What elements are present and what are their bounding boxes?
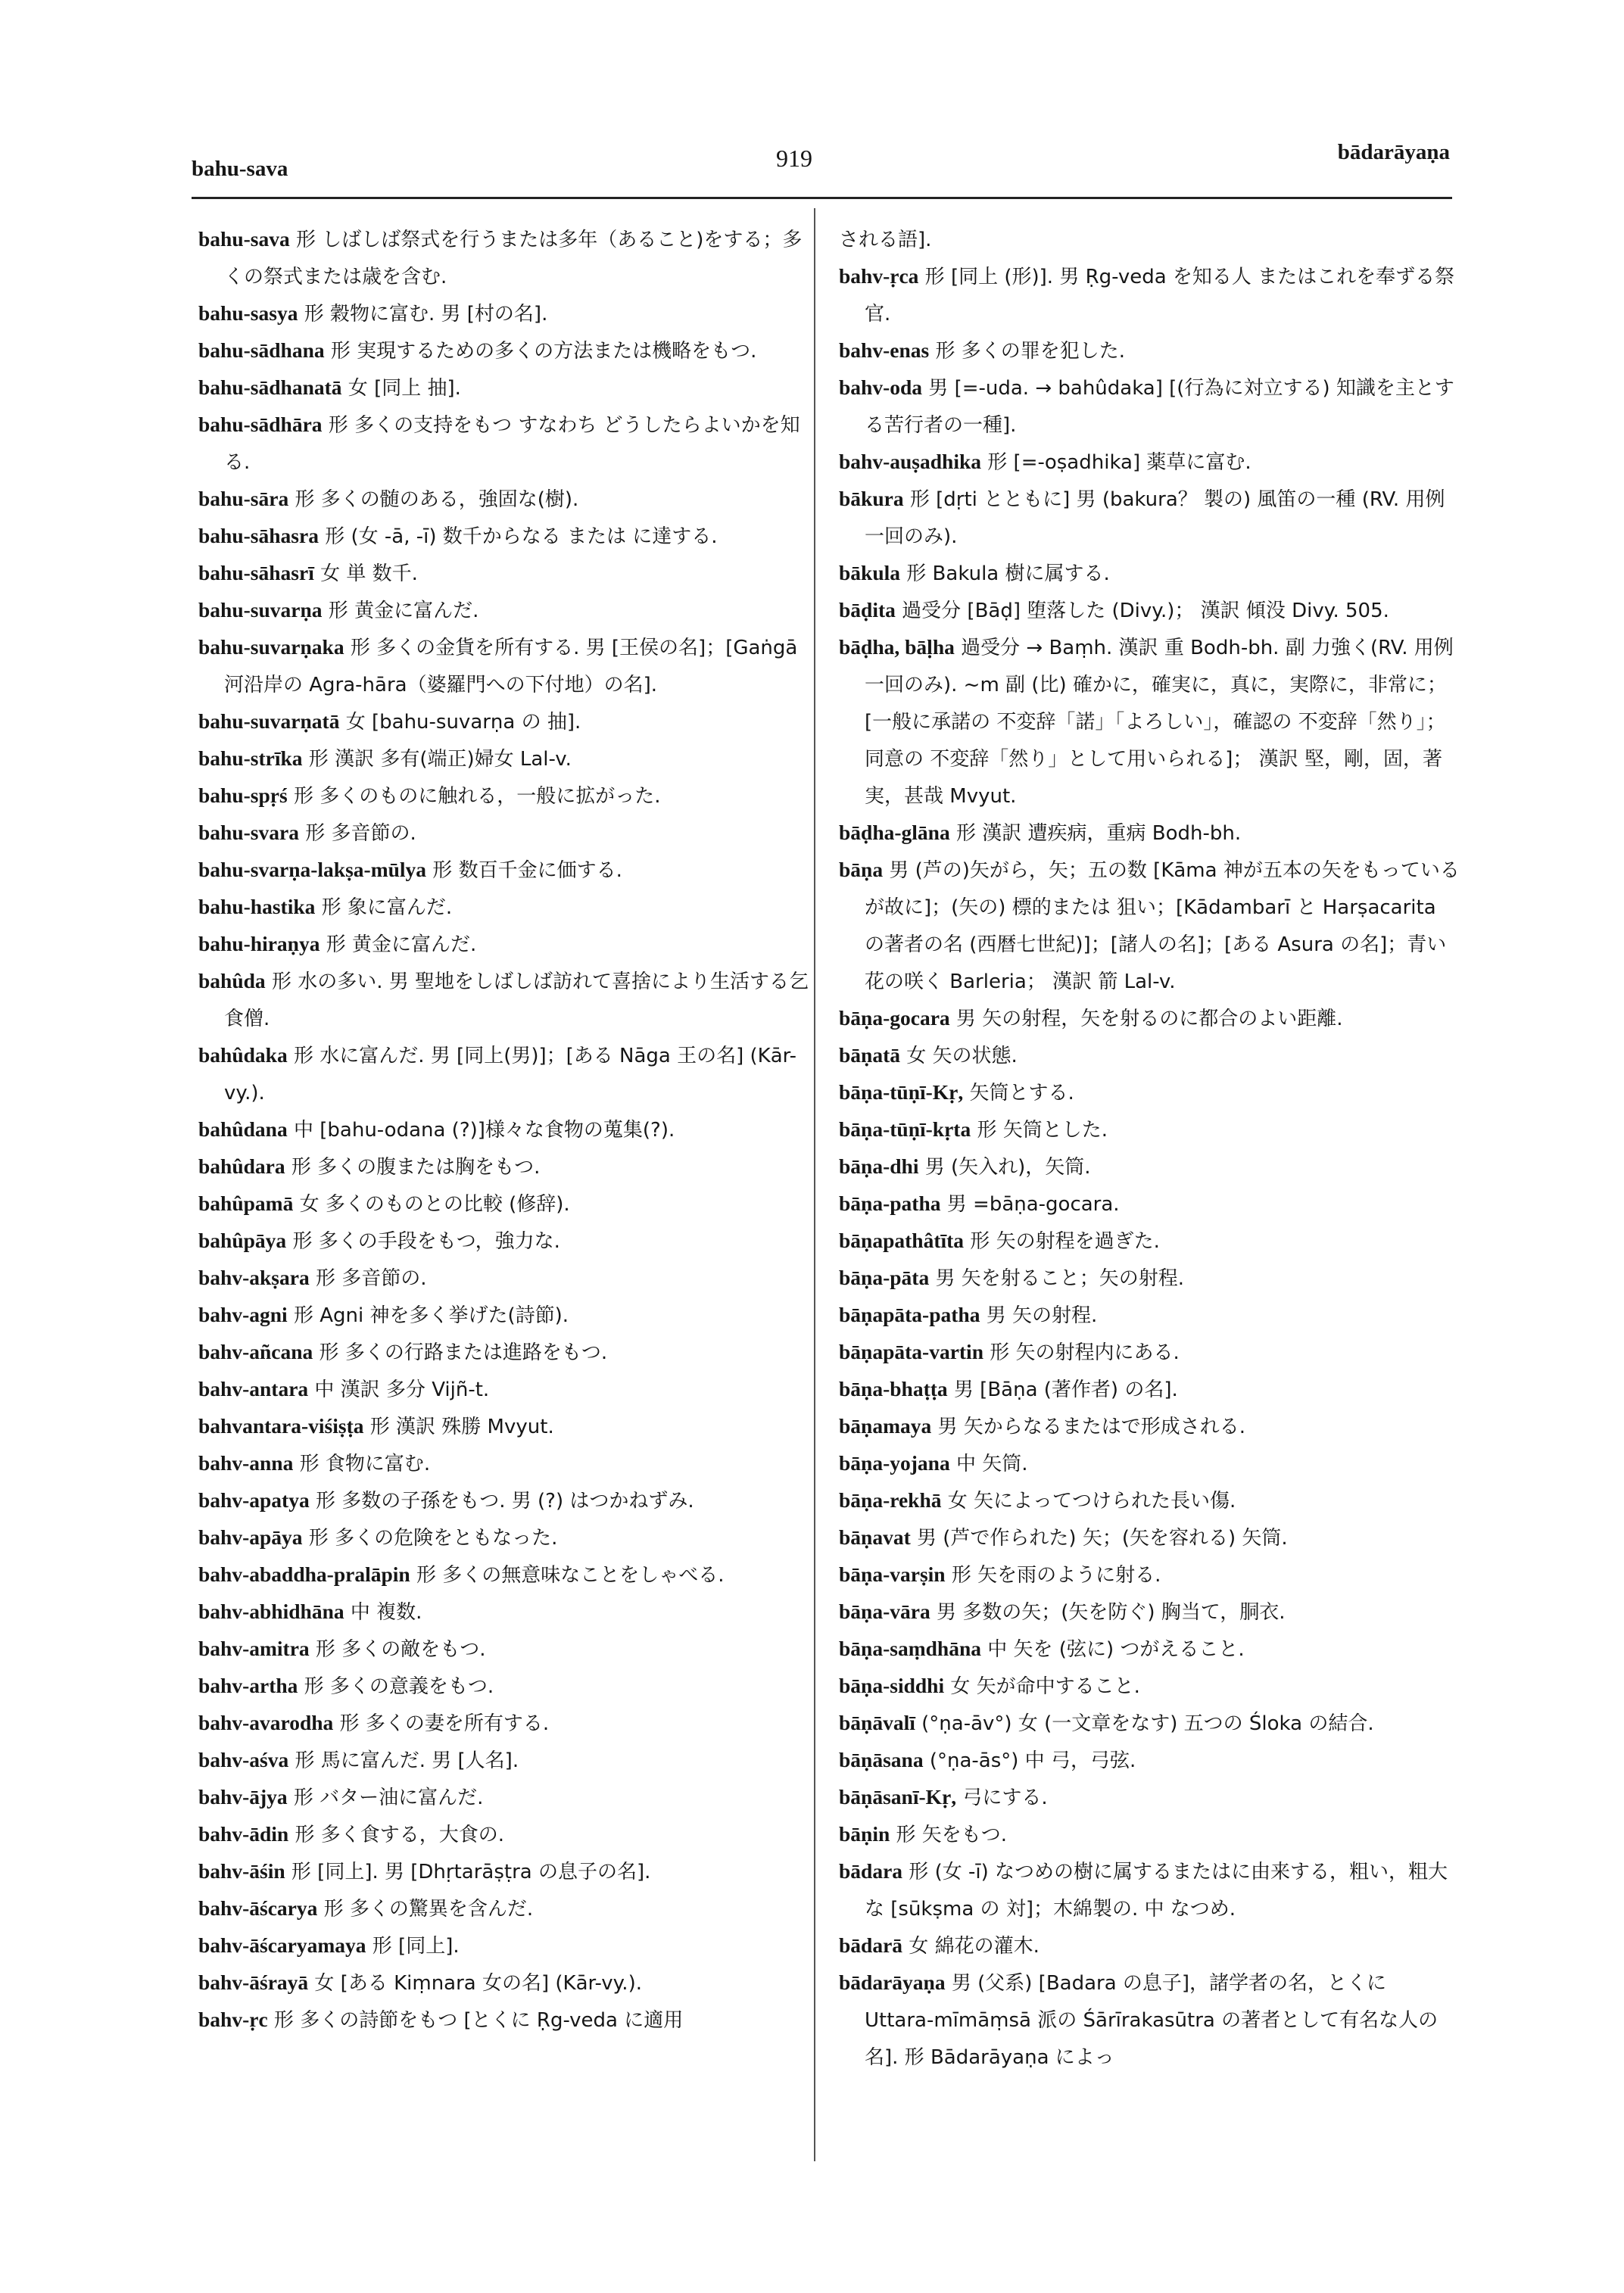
entry-definition: 形 数百千金に価する. <box>426 859 622 882</box>
entry-headword: bahv-enas <box>839 338 930 362</box>
entry-definition: 男 矢からなるまたはで形成される. <box>931 1416 1246 1438</box>
dictionary-entry <box>198 1816 812 1853</box>
dictionary-entry <box>198 332 812 369</box>
entry-headword: bahu-strīka <box>198 746 303 770</box>
entry-definition: 女 綿花の灌木. <box>902 1935 1040 1958</box>
entry-definition: 女 [bahu-suvarṇa の 抽]. <box>339 711 581 734</box>
dictionary-entry <box>198 555 812 592</box>
entry-headword: bahûpamā <box>198 1192 294 1215</box>
entry-definition: 形 多くの支持をもつ すなわち どうしたらよいかを知る. <box>224 414 800 474</box>
entry-definition: 形 矢筒とした. <box>971 1119 1108 1142</box>
entry-headword: bāṇa <box>839 858 884 881</box>
entry-definition: 形 [dṛti とともに] 男 (bakura？ 製の) 風笛の一種 (RV. 用例一回のみ). <box>865 488 1445 548</box>
entry-headword: bahûda <box>198 969 266 992</box>
entry-headword: bāṇapathâtīta <box>839 1229 965 1252</box>
dictionary-entry <box>839 852 1460 1000</box>
dictionary-entry <box>198 889 812 926</box>
entry-definition: 女 矢の状態. <box>900 1045 1018 1067</box>
entry-headword: bāṇa-gocara <box>839 1006 950 1030</box>
entry-definition: 形 多音節の. <box>309 1267 427 1290</box>
dictionary-entry <box>198 481 812 518</box>
dictionary-entry <box>198 592 812 629</box>
entry-headword: bākura <box>839 487 904 510</box>
entry-definition: 過受分 → Baṃh. 漢訳 重 Bodh-bh. 副 力強く(RV. 用例一回のみ). ~m 副 (比) 確かに，確実に，真に，実際に，非常に；[一般に承諾の 不変辞「諾」「よろしい」，確認の 不変辞「然り」；同意の 不変辞「然り」として用いられる]； 漢訳 堅，剛，固，著実，甚哉 Mvyut. <box>865 637 1454 808</box>
entry-headword: bahv-āśrayā <box>198 1971 309 1994</box>
left-column <box>198 221 812 2039</box>
entry-definition: 形 水の多い. 男 聖地をしばしば訪れて喜捨により生活する乞食僧. <box>224 970 809 1030</box>
entry-headword: bāṇa-bhaṭṭa <box>839 1377 948 1400</box>
entry-definition: 中 矢を (弦に) つがえること. <box>981 1638 1245 1661</box>
entry-definition: 男 (芦で作られた) 矢；(矢を容れる) 矢筒. <box>910 1527 1288 1550</box>
entry-definition: 男 矢の射程. <box>980 1304 1098 1327</box>
entry-definition: 形 多く食する，大食の. <box>288 1824 505 1846</box>
entry-headword: bahûdara <box>198 1154 285 1178</box>
entry-definition: 形 多くの妻を所有する. <box>333 1712 550 1735</box>
entry-headword: bahûdaka <box>198 1043 288 1067</box>
entry-definition: 形 漢訳 殊勝 Mvyut. <box>363 1416 554 1438</box>
entry-headword: bāṇatā <box>839 1043 900 1067</box>
entry-headword: bahu-sava <box>198 227 290 251</box>
entry-headword: bāṇa-dhi <box>839 1154 919 1178</box>
dictionary-entry <box>198 926 812 963</box>
entry-headword: bādara <box>839 1859 903 1883</box>
entry-definition: 男 矢の射程，矢を射るのに都合のよい距離. <box>949 1008 1343 1030</box>
entry-definition: 形 黄金に富んだ. <box>320 933 477 956</box>
entry-headword: bahv-anna <box>198 1451 294 1475</box>
entry-headword: bahu-sāra <box>198 487 289 510</box>
entry-headword: bahv-ājya <box>198 1785 288 1809</box>
dictionary-entry <box>839 1000 1460 1037</box>
dictionary-entry <box>198 777 812 815</box>
dictionary-entry <box>198 1223 812 1260</box>
dictionary-entry <box>198 1631 812 1668</box>
entry-definition: 女 多くのものとの比較 (修辞). <box>293 1193 570 1216</box>
dictionary-entry <box>839 1519 1460 1556</box>
entry-headword: bahv-abhidhāna <box>198 1600 344 1623</box>
entry-headword: bāṇa-yojana <box>839 1451 950 1475</box>
dictionary-entry <box>839 1074 1460 1111</box>
dictionary-entry <box>839 1705 1460 1742</box>
entry-headword: bahu-suvarṇa <box>198 598 323 622</box>
dictionary-entry <box>839 1742 1460 1779</box>
entry-headword: bahv-ṛca <box>839 264 919 288</box>
dictionary-entry <box>839 1853 1460 1927</box>
dictionary-entry <box>839 1148 1460 1185</box>
dictionary-entry <box>839 1185 1460 1223</box>
dictionary-entry <box>198 815 812 852</box>
dictionary-entry <box>839 592 1460 629</box>
dictionary-entry <box>198 1927 812 1964</box>
dictionary-entry <box>198 1037 812 1111</box>
dictionary-entry <box>839 1556 1460 1594</box>
entry-definition: 女 単 数千. <box>313 562 418 585</box>
entry-definition: 形 矢の射程内にある. <box>983 1341 1180 1364</box>
entry-headword: bāṇāsana <box>839 1748 924 1771</box>
dictionary-entry <box>839 1927 1460 1964</box>
entry-headword: bahu-svara <box>198 821 299 844</box>
entry-definition: 形 (女 -ā, -ī) 数千からなる または に達する. <box>318 525 718 548</box>
entry-headword: bahu-sasya <box>198 301 298 325</box>
entry-definition: 形 多くの手段をもつ，強力な. <box>286 1230 560 1253</box>
entry-headword: bāṇa-vāra <box>839 1600 930 1623</box>
dictionary-entry <box>198 1260 812 1297</box>
dictionary-entry <box>198 369 812 407</box>
entry-definition: 形 多くの危険をともなった. <box>302 1527 558 1550</box>
entry-headword: bāṇa-pāta <box>839 1266 930 1289</box>
entry-headword: bahu-sādhanatā <box>198 375 342 399</box>
dictionary-entry <box>198 1408 812 1445</box>
dictionary-entry <box>839 1297 1460 1334</box>
dictionary-entry <box>839 629 1460 815</box>
entry-headword: bahûpāya <box>198 1229 287 1252</box>
entry-definition: 形 [同上]. <box>366 1935 460 1958</box>
dictionary-entry <box>198 703 812 740</box>
entry-definition: 形 食物に富む. <box>293 1453 431 1475</box>
entry-definition: 形 実現するための多くの方法または機略をもつ. <box>324 340 757 363</box>
entry-headword: bahv-āśin <box>198 1859 285 1883</box>
entry-headword: bāṇa-varṣin <box>839 1562 946 1586</box>
running-head-right: bādarāyaṇa <box>1337 140 1450 164</box>
dictionary-entry <box>839 1037 1460 1074</box>
entry-definition: 形 多くの行路または進路をもつ. <box>313 1341 608 1364</box>
entry-headword: bāṇavat <box>839 1525 911 1549</box>
dictionary-entry <box>839 1594 1460 1631</box>
dictionary-entry <box>198 295 812 332</box>
entry-definition: 形 矢の射程を過ぎた. <box>964 1230 1160 1253</box>
entry-headword: bahu-suvarṇatā <box>198 709 340 733</box>
entry-headword: bahu-hastika <box>198 895 316 918</box>
dictionary-entry <box>198 1594 812 1631</box>
entry-headword: bāṇa-tūṇī-kṛta <box>839 1117 971 1141</box>
entry-headword: bahv-apāya <box>198 1525 303 1549</box>
entry-headword: bahv-amitra <box>198 1637 310 1660</box>
entry-definition: 形 穀物に富む. 男 [村の名]. <box>298 303 548 326</box>
entry-definition: 形 バター油に富んだ. <box>287 1787 484 1809</box>
dictionary-entry <box>839 481 1460 555</box>
dictionary-entry <box>198 1964 812 2002</box>
entry-headword: bahv-ādin <box>198 1822 289 1846</box>
dictionary-entry <box>839 1111 1460 1148</box>
dictionary-entry <box>198 1779 812 1816</box>
entry-definition: 男 多数の矢；(矢を防ぐ) 胸当て，胴衣. <box>930 1601 1286 1624</box>
entry-headword: bāṇapāta-patha <box>839 1303 980 1326</box>
dictionary-entry <box>839 332 1460 369</box>
entry-headword: bāṇa-tūṇī-Kṛ, <box>839 1080 964 1104</box>
dictionary-entry <box>198 1185 812 1223</box>
entry-headword: bahv-āścaryamaya <box>198 1933 366 1957</box>
entry-headword: bāṇāsanī-Kṛ, <box>839 1785 957 1809</box>
entry-definition: 形 [同上]. 男 [Dhṛtarāṣṭra の息子の名]. <box>285 1861 651 1883</box>
dictionary-entry <box>839 221 1460 258</box>
entry-headword: bahv-apatya <box>198 1488 310 1512</box>
entry-headword: bahv-ṛc <box>198 2008 268 2031</box>
entry-headword: bahv-oda <box>839 375 923 399</box>
entry-headword: bahv-añcana <box>198 1340 313 1363</box>
entry-definition: 形 矢を雨のように射る. <box>945 1564 1161 1587</box>
entry-definition: 形 多くの意義をもつ. <box>298 1675 494 1698</box>
entry-definition: (°ṇa-āv°) 女 (一文章をなす) 五つの Śloka の結合. <box>915 1712 1374 1735</box>
entry-headword: bāḍha-glāna <box>839 821 950 844</box>
entry-definition: 形 漢訳 遭疾病，重病 Bodh-bh. <box>949 822 1242 845</box>
entry-definition: 形 黄金に富んだ. <box>322 600 479 622</box>
entry-headword: bahv-aśva <box>198 1748 289 1771</box>
dictionary-entry <box>839 1631 1460 1668</box>
entry-headword: bahv-agni <box>198 1303 288 1326</box>
entry-headword: bāṇin <box>839 1822 890 1846</box>
dictionary-entry <box>198 1853 812 1890</box>
entry-headword: bākula <box>839 561 901 584</box>
dictionary-entry <box>198 1668 812 1705</box>
entry-headword: bahu-sādhāra <box>198 413 323 436</box>
dictionary-entry <box>198 1297 812 1334</box>
dictionary-entry <box>198 1519 812 1556</box>
entry-definition: 形 多音節の. <box>298 822 416 845</box>
entry-headword: bahu-sāhasrī <box>198 561 314 584</box>
dictionary-entry <box>198 1556 812 1594</box>
entry-definition: 形 [=-oṣadhika] 薬草に富む. <box>981 451 1252 474</box>
entry-headword: bādarāyaṇa <box>839 1971 946 1994</box>
dictionary-entry <box>198 629 812 703</box>
dictionary-entry <box>198 963 812 1037</box>
entry-definition: 男 (父系) [Badara の息子]，諸学者の名，とくに Uttara-mīmāṃsā 派の Śārīrakasūtra の著者として有名な人の名]. 形 Bādarāyaṇa によっ <box>865 1972 1439 2069</box>
dictionary-entry <box>839 1371 1460 1408</box>
entry-definition: 形 多くの驚異を含んだ. <box>317 1898 534 1921</box>
entry-definition: 形 多数の子孫をもつ. 男 (?) はつかねずみ. <box>309 1490 694 1513</box>
entry-headword: bāṇa-patha <box>839 1192 941 1215</box>
entry-headword: bahvantara-viśiṣṭa <box>198 1414 364 1438</box>
entry-definition: 形 多くの敵をもつ. <box>309 1638 486 1661</box>
entry-definition: 男 (芦の)矢がら，矢；五の数 [Kāma 神が五本の矢をもっているが故に]；(矢の) 標的または 狙い；[Kādambarī と Harṣacarita の著者の名 (西暦七世紀)]；[諸人の名]；[ある Asura の名]；青い花の咲く Barleria； 漢訳 箭 Lal-v. <box>865 859 1460 993</box>
entry-definition: 男 (矢入れ)，矢筒. <box>918 1156 1091 1179</box>
entry-definition: 形 矢をもつ. <box>890 1824 1008 1846</box>
dictionary-entry <box>839 1223 1460 1260</box>
entry-definition: 形 多くの詩節をもつ [とくに Ṛg-veda に適用 <box>267 2009 684 2032</box>
dictionary-entry <box>198 1111 812 1148</box>
entry-definition: 男 矢を射ること；矢の射程. <box>929 1267 1184 1290</box>
dictionary-entry <box>198 1742 812 1779</box>
entry-definition: 男 [=-uda. → bahûdaka] [(行為に対立する) 知識を主とする苦行者の一種]. <box>865 377 1454 437</box>
entry-headword: bāṇapāta-vartin <box>839 1340 983 1363</box>
entry-headword: bāḍita <box>839 598 896 622</box>
entry-definition: 形 (女 -ī) なつめの樹に属するまたはに由来する，粗い，粗大な [sūkṣma の 対]；木綿製の. 中 なつめ. <box>865 1861 1448 1921</box>
dictionary-entry <box>839 1334 1460 1371</box>
entry-headword: bahv-āścarya <box>198 1896 318 1920</box>
entry-headword: bāṇa-saṃdhāna <box>839 1637 981 1660</box>
dictionary-entry <box>839 369 1460 444</box>
dictionary-entry <box>839 815 1460 852</box>
entry-headword: bāṇa-siddhi <box>839 1674 945 1697</box>
entry-headword: bahv-artha <box>198 1674 298 1697</box>
entry-definition: 形 [同上 (形)]. 男 Ṛg-veda を知る人 またはこれを奉ずる祭官. <box>865 266 1455 326</box>
entry-definition: 形 Bakula 樹に属する. <box>900 562 1110 585</box>
entry-definition: 矢筒とする. <box>963 1082 1074 1104</box>
dictionary-entry <box>198 1705 812 1742</box>
running-head-left: bahu-sava <box>192 157 288 181</box>
entry-definition: 男 [Bāṇa (著作者) の名]. <box>947 1379 1178 1401</box>
entry-definition: 形 Agni 神を多く挙げた(詩節). <box>287 1304 569 1327</box>
entry-headword: bahu-svarṇa-lakṣa-mūlya <box>198 858 427 881</box>
entry-headword: bahv-avarodha <box>198 1711 334 1734</box>
dictionary-entry <box>839 1408 1460 1445</box>
dictionary-entry <box>198 1371 812 1408</box>
entry-headword: bāṇāvalī <box>839 1711 915 1734</box>
dictionary-entry <box>198 221 812 295</box>
dictionary-entry <box>839 1482 1460 1519</box>
dictionary-entry <box>198 1482 812 1519</box>
entry-definition: 形 多くの腹または胸をもつ. <box>285 1156 541 1179</box>
entry-headword: bahu-spṛś <box>198 784 288 807</box>
entry-definition: 形 多くの罪を犯した. <box>929 340 1125 363</box>
dictionary-entry <box>198 740 812 777</box>
entry-definition: 女 [同上 抽]. <box>341 377 461 400</box>
page-number: 919 <box>776 145 812 172</box>
header-rule <box>192 197 1452 199</box>
entry-definition: 過受分 [Bāḍ] 堕落した (Divy.)； 漢訳 傾没 Divy. 505. <box>895 600 1389 622</box>
dictionary-entry <box>839 1964 1460 2076</box>
entry-headword: bāṇa-rekhā <box>839 1488 942 1512</box>
entry-definition: 形 馬に富んだ. 男 [人名]. <box>288 1749 519 1772</box>
entry-definition: 男 =bāṇa-gocara. <box>940 1193 1120 1216</box>
entry-headword: bahu-sāhasra <box>198 524 319 547</box>
dictionary-entry <box>839 444 1460 481</box>
column-divider <box>814 208 815 2161</box>
dictionary-entry <box>839 1445 1460 1482</box>
entry-definition: 形 多くの無意味なことをしゃべる. <box>410 1564 725 1587</box>
entry-definition: 形 多くの金貨を所有する. 男 [王侯の名]；[Gaṅgā 河沿岸の Agra-hāra（婆羅門への下付地）の名]. <box>224 637 798 696</box>
dictionary-entry <box>839 1260 1460 1297</box>
page-header <box>0 140 1624 193</box>
entry-headword: bahv-abaddha-pralāpin <box>198 1562 410 1586</box>
dictionary-entry <box>198 1445 812 1482</box>
entry-definition: 形 象に富んだ. <box>315 896 453 919</box>
entry-definition: される語]. <box>839 229 932 251</box>
entry-definition: 中 [bahu-odana (?)]様々な食物の蒐集(?). <box>287 1119 675 1142</box>
entry-definition: (°ṇa-ās°) 中 弓，弓弦. <box>923 1749 1136 1772</box>
entry-definition: 女 矢が命中すること. <box>944 1675 1140 1698</box>
entry-definition: 中 複数. <box>344 1601 422 1624</box>
dictionary-entry <box>839 1779 1460 1816</box>
entry-definition: 形 多くの髄のある，強固な(樹). <box>288 488 579 511</box>
entry-headword: bahu-hiraṇya <box>198 932 320 955</box>
entry-headword: bahv-auṣadhika <box>839 450 982 473</box>
entry-headword: bāḍha, bāḷha <box>839 635 955 659</box>
dictionary-entry <box>198 2002 812 2039</box>
dictionary-entry <box>198 518 812 555</box>
entry-headword: bahu-sādhana <box>198 338 325 362</box>
entry-definition: 形 多くのものに触れる，一般に拡がった. <box>287 785 661 808</box>
dictionary-entry <box>198 1890 812 1927</box>
right-column <box>839 221 1460 2076</box>
dictionary-entry <box>839 258 1460 332</box>
entry-definition: 形 漢訳 多有(端正)婦女 Lal-v. <box>302 748 572 771</box>
entry-definition: 中 漢訳 多分 Vijñ-t. <box>308 1379 490 1401</box>
dictionary-entry <box>198 1148 812 1185</box>
entry-definition: 弓にする. <box>956 1787 1048 1809</box>
entry-headword: bādarā <box>839 1933 903 1957</box>
entry-definition: 女 [ある Kiṃnara 女の名] (Kār-vy.). <box>308 1972 642 1995</box>
entry-headword: bahv-akṣara <box>198 1266 310 1289</box>
entry-definition: 形 しばしば祭式を行うまたは多年（あること)をする；多くの祭式または歳を含む. <box>224 229 803 288</box>
entry-definition: 女 矢によってつけられた長い傷. <box>941 1490 1236 1513</box>
entry-definition: 中 矢筒. <box>949 1453 1028 1475</box>
dictionary-entry <box>198 852 812 889</box>
dictionary-entry <box>839 555 1460 592</box>
entry-headword: bāṇamaya <box>839 1414 932 1438</box>
dictionary-entry <box>198 1334 812 1371</box>
entry-headword: bahûdana <box>198 1117 288 1141</box>
entry-headword: bahv-antara <box>198 1377 309 1400</box>
entry-definition: 形 水に富んだ. 男 [同上(男)]；[ある Nāga 王の名] (Kār-vy.). <box>224 1045 797 1104</box>
dictionary-entry <box>839 1668 1460 1705</box>
entry-headword: bahu-suvarṇaka <box>198 635 344 659</box>
dictionary-entry <box>198 407 812 481</box>
dictionary-entry <box>839 1816 1460 1853</box>
